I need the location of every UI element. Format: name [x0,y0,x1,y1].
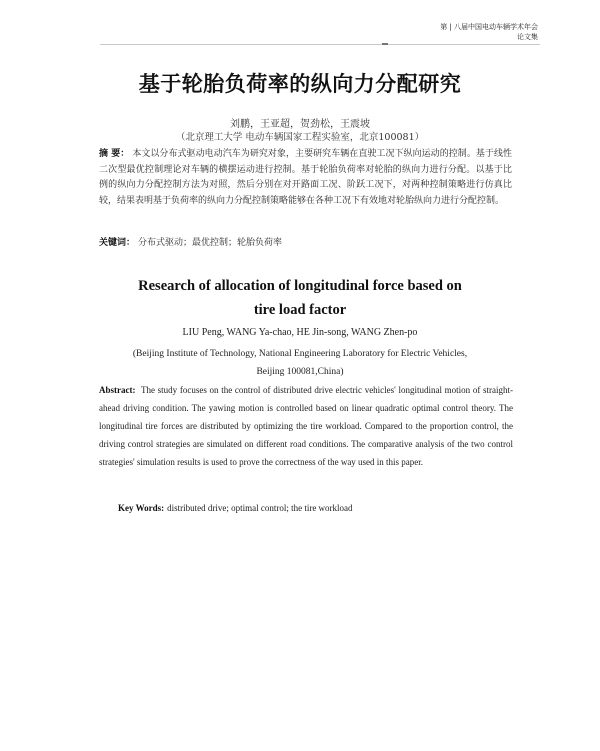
chinese-affiliation: （北京理工大学 电动车辆国家工程实验室，北京100081） [175,132,425,143]
english-title-line2: tire load factor [253,302,347,318]
english-keywords-label: Key Words: [118,503,165,513]
english-abstract-label: Abstract: [99,385,136,395]
chinese-abstract-label: 摘 要： [99,149,130,159]
english-title [0,274,600,322]
english-abstract-text: The study focuses on the control of distributed drive electric vehicles' longitudinal motion of straight-ahead driving condition. The yawing motion is controlled based on linear quadratic optimal control theory. The longitudinal tire forces are distributed by optimizing the tire workload. Compared to the proportion control, the driving control strategies are simulated on different road conditions. The comparative analysis of the two control strategies' simulation results is used to prove the correctness of the way used in this paper. [99,385,513,467]
english-abstract [99,381,513,471]
english-affiliation-line2: Beijing 100081,China) [256,367,344,377]
chinese-abstract [99,147,512,209]
chinese-keywords [99,235,512,248]
running-header-conference: 第 | 八届中国电动车辆学术年会 [440,23,538,31]
english-keywords-text: distributed drive; optimal control; the tire workload [167,503,353,513]
chinese-keywords-label: 关键词： [99,238,136,248]
header-rule [100,44,540,45]
running-header [440,22,538,42]
running-header-proceedings: 论文集 [517,33,538,41]
english-title-line1: Research of allocation of longitudinal force based on [138,278,462,294]
english-affiliation-line1: (Beijing Institute of Technology, National Engineering Laboratory for Electric Vehicles, [132,349,468,359]
chinese-keywords-text: 分布式驱动；最优控制；轮胎负荷率 [138,238,283,248]
english-keywords [118,503,518,513]
english-authors: LIU Peng, WANG Ya-chao, HE Jin-song, WANG Zhen-po [182,327,418,338]
header-rule-mark [382,43,388,45]
english-affiliation [0,345,600,381]
chinese-title: 基于轮胎负荷率的纵向力分配研究 [138,72,462,96]
chinese-abstract-text: 本文以分布式驱动电动汽车为研究对象，主要研究车辆在直驶工况下纵向运动的控制。基于线性二次型最优控制理论对车辆的横摆运动进行控制。基于轮胎负荷率对轮胎的纵向力进行分配。以基于比例的纵向力分配控制方法为对照，然后分别在对开路面工况、阶跃工况下，对两种控制策略进行仿真比较，结果表明基于负荷率的纵向力分配控制策略能够在各种工况下有效地对轮胎纵向力进行分配控制。 [99,149,512,206]
chinese-authors: 刘鹏，王亚超，贺劲松，王震坡 [230,119,370,130]
